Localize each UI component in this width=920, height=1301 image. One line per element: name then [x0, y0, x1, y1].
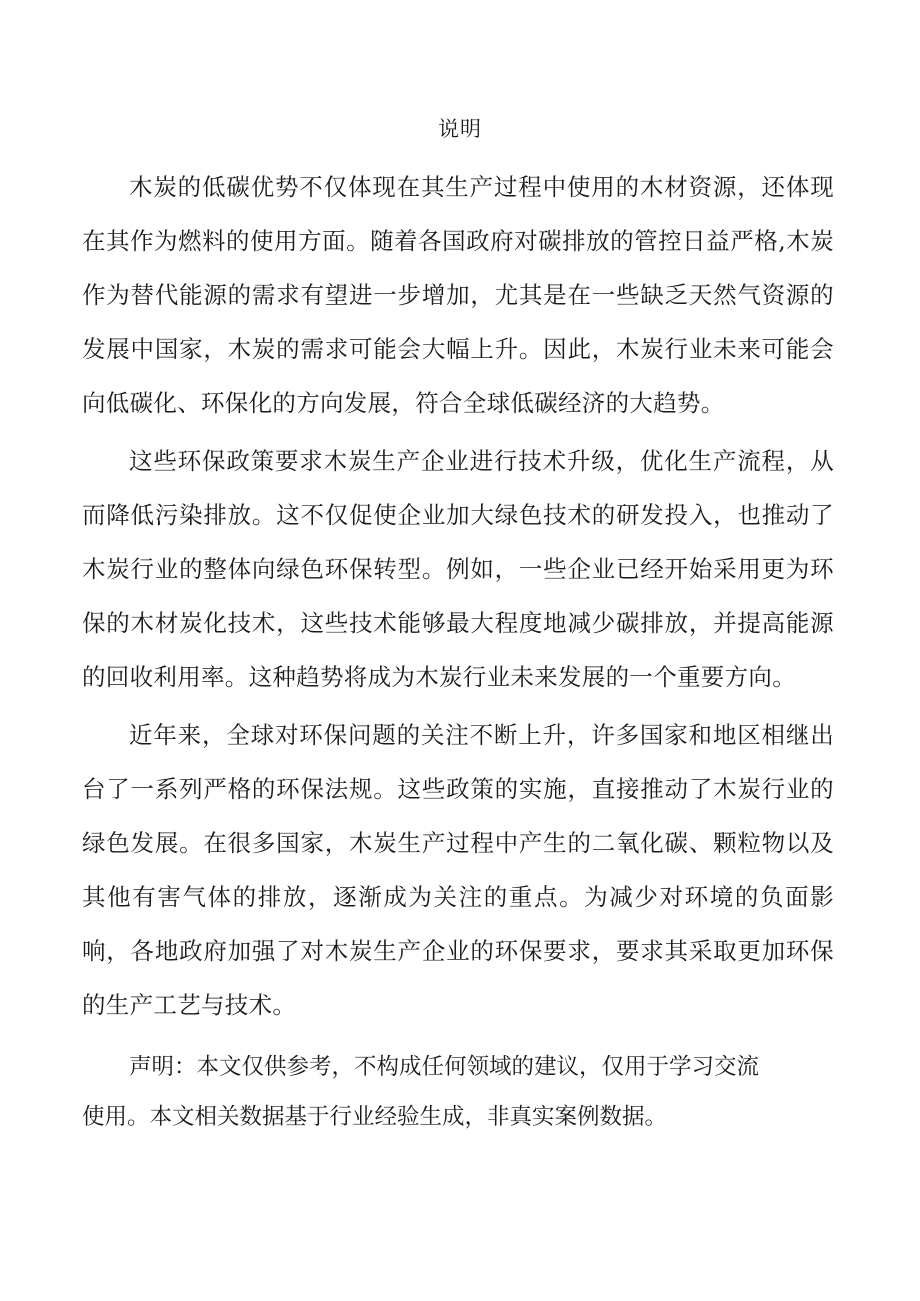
document-title: 说明	[438, 117, 482, 141]
paragraph-3: 近年来，全球对环保问题的关注不断上升，许多国家和地区相继出台了一系列严格的环保法规。这些政策的实施，直接推动了木炭行业的绿色发展。在很多国家，木炭生产过程中产生的二氧化碳、颗粒物以及其他有害气体的排放，逐渐成为关注的重点。为减少对环境的负面影响，各地政府加强了对木炭生产企业的环保要求，要求其采取更加环保的生产工艺与技术。	[82, 721, 834, 1019]
disclaimer-line-1: 声明：本文仅供参考，不构成任何领域的建议，仅用于学习交流	[129, 1054, 760, 1080]
disclaimer-notice	[82, 1042, 834, 1142]
paragraph-1: 木炭的低碳优势不仅体现在其生产过程中使用的木材资源，还体现在其作为燃料的使用方面。随着各国政府对碳排放的管控日益严格,木炭作为替代能源的需求有望进一步增加，尤其是在一些缺乏天然气资源的发展中国家，木炭的需求可能会大幅上升。因此，木炭行业未来可能会向低碳化、环保化的方向发展，符合全球低碳经济的大趋势。	[82, 173, 834, 417]
paragraph-2: 这些环保政策要求木炭生产企业进行技术升级，优化生产流程，从而降低污染排放。这不仅促使企业加大绿色技术的研发投入，也推动了木炭行业的整体向绿色环保转型。例如，一些企业已经开始采用更为环保的木材炭化技术，这些技术能够最大程度地减少碳排放，并提高能源的回收利用率。这种趋势将成为木炭行业未来发展的一个重要方向。	[82, 447, 834, 691]
disclaimer-line-2: 使用。本文相关数据基于行业经验生成，非真实案例数据。	[82, 1104, 668, 1130]
